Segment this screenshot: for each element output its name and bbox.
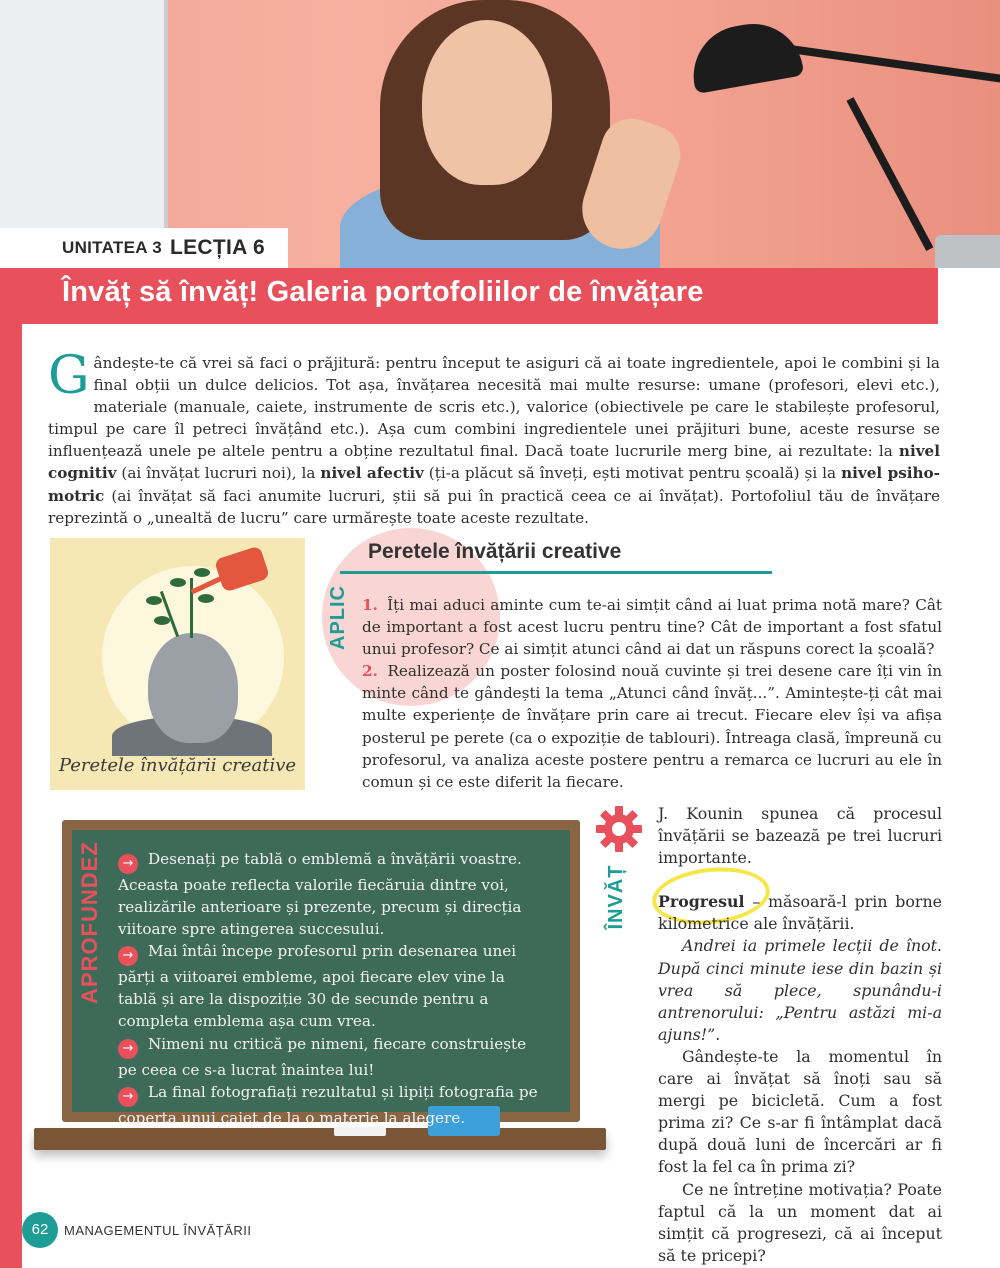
list-item [362,594,942,660]
illustration-caption: Peretele învățării creative [58,755,297,776]
plant-stem [190,578,193,638]
intro-keyword: nivel afectiv [320,464,424,483]
intro-text: (ai învățat să faci anumite lucruri, știi să pui în practică ceea ce ai învățat). Portofoliul tău de învățare reprezintă o „unealtă de lucru” care urmărește toate aceste rezultate. [48,486,940,527]
list-item [118,848,540,940]
lesson-label: LECȚIA 6 [169,236,265,259]
invat-paragraph [658,891,942,935]
leaf-icon [154,616,170,625]
head-icon [148,633,238,743]
intro-keyword: nivel cognitiv [48,442,940,483]
intro-text: ândește-te că vrei să faci o prăjitură: pentru început te asiguri că ai toate ingredientele, apoi le combini și la final obții un dulce delicios. Tot așa, învățarea necesită mai multe resurse: umane (profesori, elevi etc.), materiale (manuale, caiete, instrumente de scris etc.), valorice (obiectivele pe care le stabilește profesorul, timpul pe care îl petreci învățând etc.). Așa cum combini ingredientele unei prăjituri bune, aceste resurse se influențează unele pe altele pentru a obține rezultatul final. Dacă toate lucrurile merg bine, ai rezultate: la [48,354,940,461]
item-text: Îți mai aduci aminte cum te-ai simțit când ai luat prima notă mare? Cât de important a fost acest lucru pentru tine? Cât de important a fost sfatul unui profesor? Ce ai simțit atunci când ai dat un răspuns corect la școală? [362,596,943,659]
unit-lesson-tag [0,228,288,268]
invat-text: – măsoară-l prin borne kilometrice ale învățării. [658,892,942,934]
aplic-title: Peretele învățării creative [368,540,622,563]
aplic-label: APLIC [327,585,349,650]
item-number: 2. [362,662,378,681]
list-item [118,1081,540,1129]
monitor-shape [0,0,168,230]
intro-text: (ai învățat lucruri noi), la [116,464,321,483]
item-text: Desenați pe tablă o emblemă a învățării voastre. Aceasta poate reflecta valorile fiecăruia dintre voi, realizările anterioare și prezente, precum și direcția viitoare spre atingerea succesului. [118,850,522,939]
item-text: Realizează un poster folosind nouă cuvinte și trei desene care îți vin în minte când te gândești la tema „Atunci când învăț...”. Amintește-ți cât mai multe experiențe de învățare prin care ai trecut. Fiecare elev își va afișa posterul pe perete (ca o expoziție de tablouri). Întreaga clasă, împreună cu profesorul, va analiza aceste postere pentru a remarca ce lucruri au ele în comun și ce este diferit la fiecare. [362,662,943,791]
unit-label: UNITATEA 3 [62,238,162,257]
list-item [362,660,942,793]
arrow-right-icon: → [118,1039,138,1059]
page-number: 62 [22,1212,58,1248]
invat-paragraph: Gândește-te la momentul în care ai învățat să înoți sau să mergi pe bicicletă. Cum a fost prima zi? Ce s-ar fi întâmplat dacă după două luni de încercări ar fi fost la fel ca în prima zi? [658,1046,942,1177]
invat-keyword: Progresul [658,892,745,912]
lamp-arm [846,97,933,251]
lamp-icon [686,16,805,94]
lamp-arm [789,45,1000,84]
gear-icon [596,806,642,852]
list-item [118,1033,540,1081]
invat-label: ÎNVĂȚ [605,864,627,930]
footer-section-label: MANAGEMENTUL ÎNVĂȚĂRII [64,1223,252,1238]
watering-can-icon [214,545,270,592]
left-accent-bar [0,268,22,1268]
invat-paragraph: J. Kounin spunea că procesul învățării se bazează pe trei lucruri importante. [658,804,942,868]
person-face [422,20,552,185]
item-number: 1. [362,596,378,614]
arrow-right-icon: → [118,1087,138,1107]
aprofundez-list [118,848,540,1129]
invat-paragraph: Ce ne întreține motivația? Poate faptul că la un moment dat ai simțit că progresezi, că ai început să te pricepi? [658,1179,942,1265]
aprofundez-label: APROFUNDEZ [77,841,102,1004]
leaf-icon [194,568,210,577]
item-text: La final fotografiați rezultatul și lipiți fotografia pe coperta unui caiet de la o materie la alegere. [118,1082,538,1127]
intro-paragraph [48,346,940,529]
leaf-icon [198,594,214,603]
dropcap: G [48,346,90,406]
title-bar [22,268,938,324]
list-item [118,940,540,1032]
arrow-right-icon: → [118,946,138,966]
item-text: Mai întâi începe profesorul prin desenarea unei părți a viitoarei embleme, apoi fiecare elev vine la tablă și are la dispoziție 30 de secunde pentru a completa emblema așa cum vrea. [118,942,517,1031]
invat-column [658,803,942,1267]
item-text: Nimeni nu critică pe nimeni, fiecare construiește pe ceea ce s-a lucrat înaintea lui! [118,1034,527,1079]
intro-text: (ți-a plăcut să înveți, ești motivat pentru școală) și la [423,464,842,483]
invat-quote: Andrei ia primele lecții de înot. După cinci minute iese din bazin și vrea să plece, spunându-i antrenorului: „Pentru astăzi mi-a ajuns!”. [658,936,942,1044]
blackboard-ledge [34,1128,606,1150]
aplic-divider [340,571,772,574]
leaf-icon [170,578,186,587]
arrow-right-icon: → [118,854,138,874]
aplic-list [362,594,942,793]
page-title: Învăț să învăț! Galeria portofoliilor de învățare [62,276,704,308]
leaf-icon [146,596,162,605]
creative-wall-illustration [50,538,305,790]
intro-keyword: nivel psiho-motric [48,464,940,505]
lamp-base [935,235,1000,268]
